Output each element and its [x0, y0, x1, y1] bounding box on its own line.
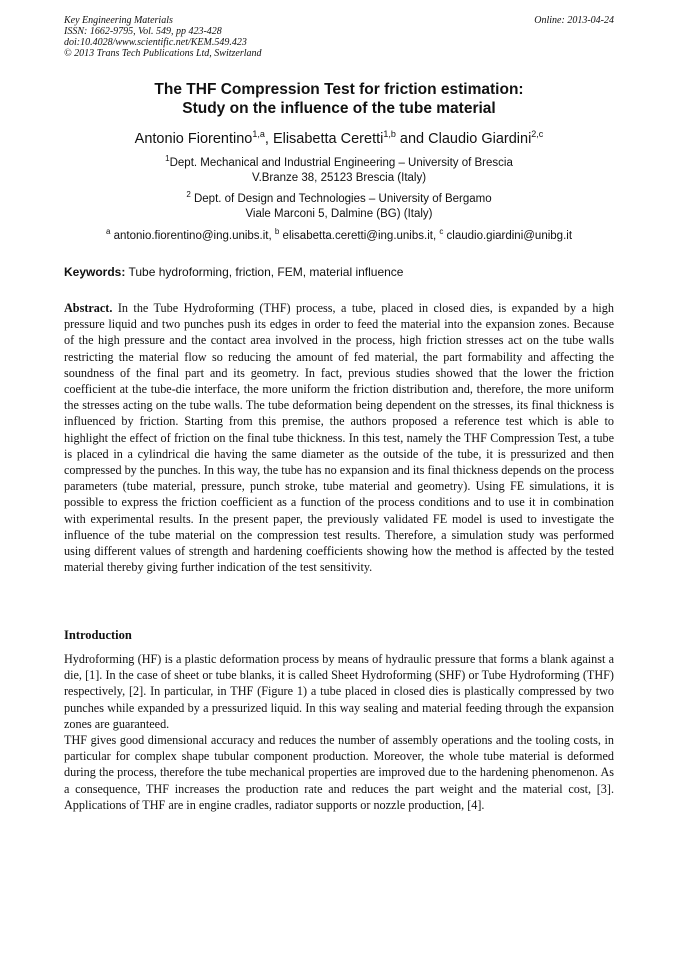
affiliation-2-address: Viale Marconi 5, Dalmine (BG) (Italy) [245, 207, 433, 220]
email-c-mark: c [439, 227, 444, 236]
author-2: Elisabetta Ceretti [272, 131, 384, 147]
affiliation-1-address: V.Branze 38, 25123 Brescia (Italy) [251, 171, 427, 184]
online-date: Online: 2013-04-24 [534, 15, 614, 26]
keywords-text: Tube hydroforming, friction, FEM, material influence [125, 265, 404, 279]
keywords-label: Keywords: [64, 265, 126, 279]
keywords [64, 265, 403, 279]
affiliation-1-mark: 1 [165, 154, 170, 163]
introduction-heading: Introduction [64, 628, 132, 642]
affiliation-1-dept: Dept. Mechanical and Industrial Engineering – University of Brescia [169, 157, 513, 169]
author-separator: and [395, 131, 429, 147]
email-c: claudio.giardini@unibg.it [443, 230, 573, 242]
email-b: elisabetta.ceretti@ing.unibs.it, [279, 230, 440, 242]
abstract-text: In the Tube Hydroforming (THF) process, a tube, placed in closed dies, is expanded by a high pressure liquid and two punches push its edges in order to feed the material into the expansion zones. Because of the high pressure and the contact area involved in the process, high friction stresses act on the tube walls restricting the material flow so reducing the amount of fed material, the part formability and affecting the soundness of the final part and its geometry. In fact, previous studies showed that the lower the friction coefficient at the tube-die interface, the more uniform the friction distribution and, therefore, the more uniform the stresses acting on the tube walls. The tube deformation being dependent on the stresses, its final thickness is influenced by friction. Starting from this premise, the authors proposed a reference test which is able to highlight the effect of friction on the final tube thickness. In this test, namely the THF Compression Test, a tube is placed in a cylindrical die having the same diameter as the outside of the tube, it is pressurized and then compressed by the punches. In this way, the tube has no expansion and its final thickness depends on the process parameters (tube material, pressure, punch stroke, tube material and geometry). Using FE simulations, it is possible to express the friction coefficient as a function of the process conditions and to use it in combination with experimental results. In the present paper, the previously validated FE model is used to investigate the influence of the tube material on the compression test results. Therefore, a simulation study was performed using different values of strength and hardening coefficients showing how the method is affected by the tested material thereby giving further indication of the test sensitivity. [64, 301, 614, 575]
title-line-2: Study on the influence of the tube material [182, 100, 496, 117]
author-emails [40, 229, 638, 243]
affiliation-1 [64, 156, 614, 185]
journal-name: Key Engineering Materials [64, 15, 173, 26]
author-3-affil: 2,c [531, 129, 544, 139]
author-3: Claudio Giardini [428, 131, 532, 147]
affiliation-2 [64, 192, 614, 221]
issn-line: ISSN: 1662-9795, Vol. 549, pp 423-428 [64, 26, 222, 37]
paper-title [64, 80, 614, 118]
introduction-paragraph-1: Hydroforming (HF) is a plastic deformation process by means of hydraulic pressure that forms a blank against a die, [1]. In the case of sheet or tube blanks, it is called Sheet Hydroforming (SHF) or Tube Hydroforming (THF) respectively, [2]. In particular, in THF (Figure 1) a tube placed in closed dies is plastically compressed by two punches while expanded by a pressurized liquid. In this way sealing and material feeding through the expansion zones are guaranteed. [64, 652, 614, 731]
affiliation-2-dept: Dept. of Design and Technologies – University of Bergamo [190, 193, 492, 205]
doi-line: doi:10.4028/www.scientific.net/KEM.549.423 [64, 37, 247, 48]
email-a: antonio.fiorentino@ing.unibs.it, [110, 230, 275, 242]
abstract-label: Abstract. [64, 301, 113, 315]
author-1-affil: 1,a [252, 129, 265, 139]
email-b-mark: b [274, 227, 280, 236]
journal-info [64, 15, 262, 59]
copyright-line: © 2013 Trans Tech Publications Ltd, Switzerland [64, 48, 262, 59]
introduction-paragraph-2: THF gives good dimensional accuracy and reduces the number of assembly operations and the tooling costs, in particular for complex shape tubular component production. Moreover, the whole tube material is deformed during the process, therefore the tube mechanical properties are improved due to the hardening phenomenon. As a consequence, THF increases the production rate and reduces the part weight and the material cost, [3]. Applications of THF are in engine cradles, radiator supports or nozzle production, [4]. [64, 733, 614, 812]
affiliation-2-mark: 2 [186, 190, 191, 199]
email-a-mark: a [105, 227, 111, 236]
author-2-affil: 1,b [383, 129, 396, 139]
author-list [40, 130, 638, 148]
author-separator: , [264, 131, 273, 147]
author-1: Antonio Fiorentino [134, 131, 253, 147]
introduction-body [64, 651, 614, 813]
title-line-1: The THF Compression Test for friction estimation: [154, 81, 524, 98]
abstract [64, 300, 614, 575]
